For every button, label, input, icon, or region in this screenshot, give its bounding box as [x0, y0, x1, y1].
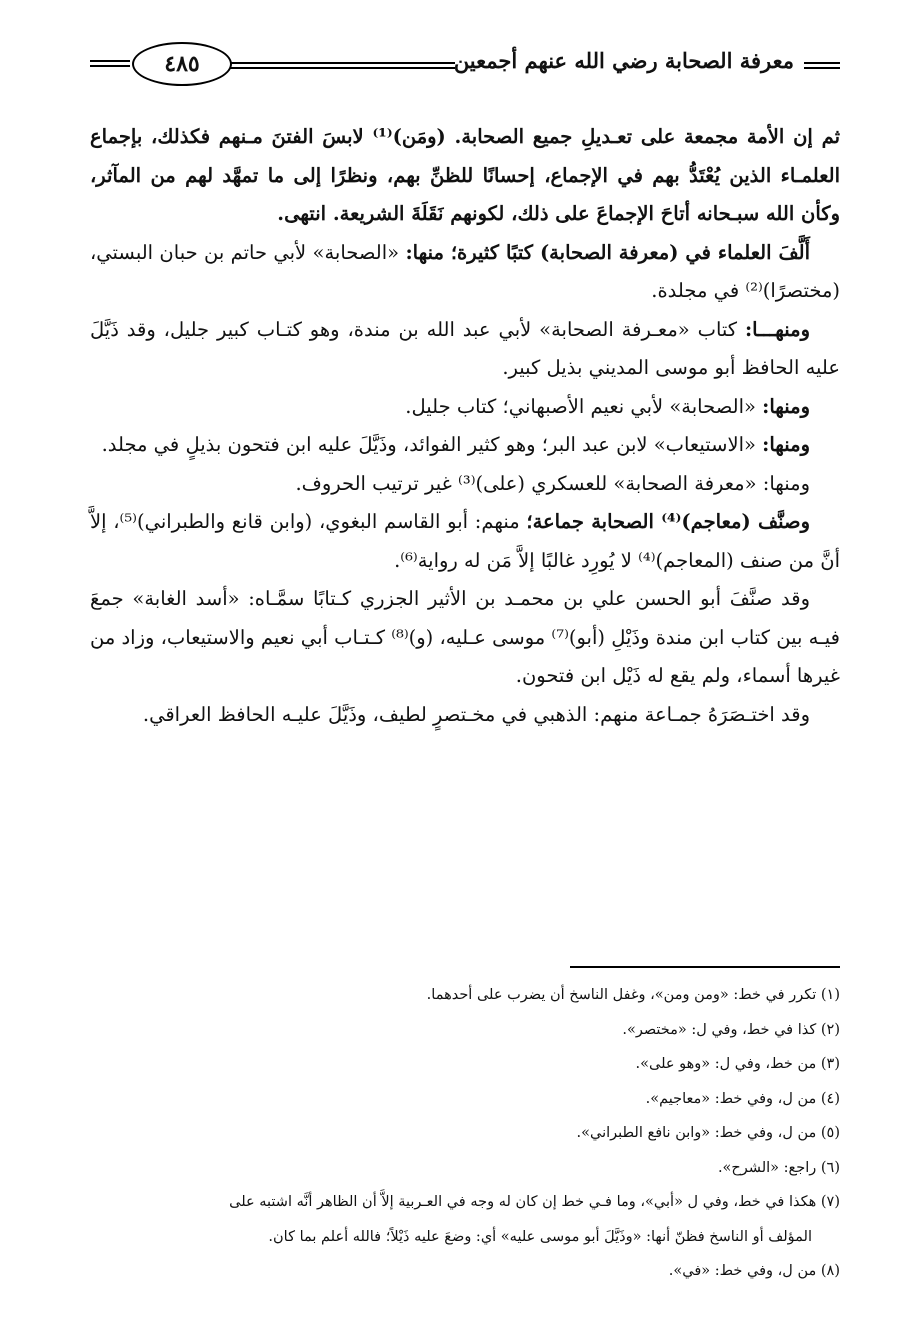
paragraph-3	[90, 311, 840, 388]
footnote-7-continued: المؤلف أو الناسخ فظنّ أنها: «وذَيَّلَ أبو موسى عليه» أي: وضعَ عليه ذَيْلاً؛ فالله أعلم بما كان.	[268, 1228, 812, 1245]
page-number: ٤٨٥	[132, 42, 232, 86]
footnote-6: (٦) راجع: «الشرح».	[717, 1159, 840, 1176]
paragraph-3-text: كتاب «معـرفة الصحابة» لأبي عبد الله بن مندة، وهو كتـاب كبير جليل، وقد ذَيَّلَ عليه الحافظ أبو موسى المديني بذيل كبير.	[90, 317, 840, 379]
paragraph-1-text: ثم إن الأمة مجمعة على تعـديلِ جميع الصحابة. (ومَن)⁽¹⁾ لابسَ الفتنَ مـنهم فكذلك، بإجماع العلمـاء الذين يُعْتَدُّ بهم في الإجماع، إحسانًا للظنِّ بهم، ونظرًا إلى ما تمهَّد لهم من المآثر، وكأن الله سبـحانه أتاحَ الإجماعَ على ذلك، لكونهم نَقَلَةَ الشريعة. انتهى.	[90, 125, 840, 225]
paragraph-4	[90, 388, 840, 427]
paragraph-7-lead: وصنَّف (معاجم)⁽⁴⁾ الصحابة جماعة؛	[526, 510, 811, 533]
paragraph-5-lead: ومنها:	[762, 433, 810, 456]
paragraph-2-text: «الصحابة» لأبي حاتم بن حبان البستي، (مختصرًا)⁽²⁾ في مجلدة.	[90, 240, 840, 302]
footnotes	[90, 978, 840, 1289]
footnote-3: (٣) من خط، وفي ل: «وهو على».	[635, 1056, 840, 1072]
paragraph-6-text: ومنها: «معرفة الصحابة» للعسكري (على)⁽³⁾ غير ترتيب الحروف.	[295, 471, 810, 495]
paragraph-7-text: منهم: أبو القاسم البغوي، (وابن قانع والطبراني)⁽⁵⁾، إلاَّ أنَّ من صنف (المعاجم)⁽⁴⁾ لا يُورِد غالبًا إلاَّ مَن له رواية⁽⁶⁾.	[90, 510, 840, 572]
book-page	[90, 0, 840, 1344]
paragraph-2-lead: أَلَّفَ العلماء في (معرفة الصحابة) كتبًا كثيرة؛ منها:	[405, 240, 810, 264]
header-rule-middle	[230, 62, 455, 69]
paragraph-9	[90, 696, 840, 735]
paragraph-5	[90, 426, 840, 465]
paragraph-4-text: «الصحابة» لأبي نعيم الأصبهاني؛ كتاب جليل.	[405, 394, 763, 418]
paragraph-1	[90, 118, 840, 234]
footnote-separator	[570, 966, 840, 968]
paragraph-2	[90, 234, 840, 311]
paragraph-8-text: وقد صنَّفَ أبو الحسن علي بن محمـد بن الأثير الجزري كـتابًا سمَّـاه: «أسد الغابة» جمعَ فيـه بين كتاب ابن مندة وذَيْلِ (أبو)⁽⁷⁾ موسى عـليه، (و)⁽⁸⁾ كـتـاب أبي نعيم والاستيعاب، وزاد من غيرها أسماء، ولم يقع له ذَيْل ابن فتحون.	[90, 587, 840, 687]
paragraph-6	[90, 465, 840, 504]
paragraph-3-lead: ومنهـــا:	[744, 317, 810, 341]
header-title: معرفة الصحابة رضي الله عنهم أجمعين	[453, 48, 794, 73]
footnote-5: (٥) من ل، وفي خط: «وابن نافع الطبراني».	[576, 1125, 840, 1141]
paragraph-8	[90, 580, 840, 696]
paragraph-7	[90, 503, 840, 580]
footnote-2: (٢) كذا في خط، وفي ل: «مختصر».	[622, 1021, 840, 1038]
footnote-4: (٤) من ل، وفي خط: «معاجيم».	[645, 1090, 840, 1107]
paragraph-5-text: «الاستيعاب» لابن عبد البر؛ وهو كثير الفوائد، وذَيَّلَ عليه ابن فتحون بذيلٍ في مجلد.	[101, 433, 763, 456]
header-rule-left	[90, 60, 130, 67]
paragraph-4-lead: ومنها:	[762, 394, 810, 418]
footnote-1: (١) تكرر في خط: «ومن ومن»، وغفل الناسخ أن يضرب على أحدهما.	[426, 987, 840, 1003]
running-header	[90, 38, 840, 98]
paragraph-9-text: وقد اختـصَرَهُ جمـاعة منهم: الذهبي في مخـتصرٍ لطيف، وذَيَّلَ عليـه الحافظ العراقي.	[142, 702, 810, 726]
footnote-7: (٧) هكذا في خط، وفي ل «أبي»، وما فـي خط إن كان له وجه في العـربية إلاَّ أن الظاهر أنَّه اشتبه على	[229, 1194, 840, 1210]
header-rule-right	[804, 62, 840, 69]
main-text	[90, 118, 840, 734]
footnote-8: (٨) من ل، وفي خط: «في».	[668, 1263, 840, 1279]
